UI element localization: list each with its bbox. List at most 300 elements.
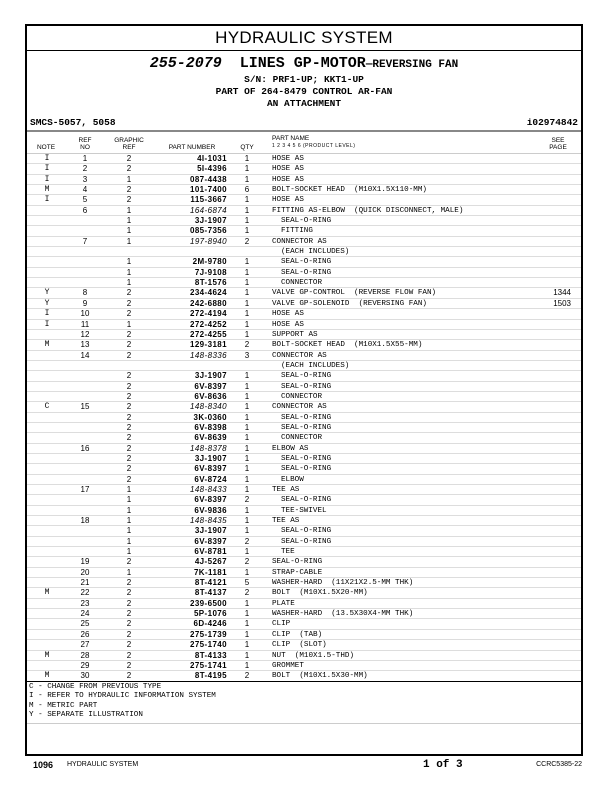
ref-no-cell: 22	[80, 588, 90, 598]
parts-table	[27, 153, 581, 681]
footer-section: HYDRAULIC SYSTEM	[67, 761, 139, 768]
part-name-cell: SEAL-O-RING	[281, 372, 332, 381]
table-row	[27, 660, 581, 670]
note-cell: Y	[44, 298, 50, 308]
ref-no-cell: 7	[82, 236, 88, 246]
table-row	[27, 432, 581, 442]
qty-cell: 3	[244, 350, 250, 360]
part-name-cell: ELBOW AS	[272, 444, 309, 453]
part-name-cell: HOSE AS	[272, 196, 304, 205]
part-number-cell: 234-4624	[189, 288, 227, 298]
table-row	[27, 329, 581, 339]
qty-cell: 1	[244, 257, 250, 267]
part-number-cell: 148-8336	[189, 350, 227, 360]
table-row	[27, 184, 581, 194]
part-number-cell: 148-8433	[189, 485, 227, 494]
qty-cell: 1	[244, 516, 250, 526]
graphic-ref-cell: 1	[126, 567, 132, 577]
group-header	[27, 51, 581, 110]
column-headers	[27, 132, 581, 153]
qty-cell: 5	[244, 578, 250, 588]
qty-cell: 1	[244, 288, 250, 298]
qty-cell: 1	[244, 474, 250, 484]
graphic-ref-cell: 2	[126, 443, 132, 453]
table-row	[27, 194, 581, 204]
part-name-cell: VALVE GP-CONTROL (REVERSE FLOW FAN)	[272, 289, 437, 298]
table-row	[27, 277, 581, 287]
part-number-cell: 275-1739	[189, 629, 227, 639]
part-name-cell: TEE-SWIVEL	[281, 506, 327, 515]
graphic-ref-cell: 1	[126, 278, 132, 288]
part-name-cell: HOSE AS	[272, 165, 304, 174]
ref-no-cell: 16	[80, 443, 90, 453]
part-name-cell: BOLT (M10X1.5X20-MM)	[272, 589, 368, 598]
qty-cell: 1	[244, 464, 250, 474]
part-name-cell: SEAL-O-RING	[281, 382, 332, 391]
note-cell: M	[44, 340, 50, 350]
graphic-ref-cell: 1	[126, 174, 132, 184]
graphic-ref-cell: 2	[126, 629, 132, 639]
graphic-ref-cell: 2	[126, 164, 132, 174]
table-row	[27, 339, 581, 349]
part-number-cell: 6V-8397	[194, 464, 227, 474]
part-name-cell: CONNECTOR AS	[272, 351, 327, 360]
qty-cell: 1	[244, 485, 250, 494]
qty-cell: 1	[244, 278, 250, 288]
table-row	[27, 505, 581, 515]
note-cell: M	[44, 671, 50, 681]
table-row	[27, 639, 581, 649]
graphic-ref-cell: 2	[126, 464, 132, 474]
part-name-cell: TEE	[281, 548, 295, 557]
part-number-cell: 164-6874	[189, 205, 227, 215]
part-number-cell: 6V-8639	[194, 433, 227, 443]
part-number-cell: 4I-1031	[197, 154, 227, 163]
note-cell: M	[44, 650, 50, 660]
qty-cell: 1	[244, 329, 250, 339]
part-number-cell: 8T-4137	[194, 588, 227, 598]
part-name-cell: SEAL-O-RING	[281, 454, 332, 463]
qty-cell: 1	[244, 164, 250, 174]
part-name-cell: SEAL-O-RING	[281, 537, 332, 546]
smcs-code: SMCS-5057, 5058	[30, 117, 116, 128]
graphic-ref-cell: 2	[126, 433, 132, 443]
qty-cell: 1	[244, 381, 250, 391]
part-name-cell: FITTING AS-ELBOW (QUICK DISCONNECT, MALE)	[272, 206, 464, 215]
table-row	[27, 401, 581, 411]
ref-no-cell: 24	[80, 609, 90, 619]
ref-no-cell: 19	[80, 557, 90, 567]
ref-no-cell: 17	[80, 485, 90, 494]
ref-no-cell: 28	[80, 650, 90, 660]
legend-item: Y - SEPARATE ILLUSTRATION	[29, 711, 143, 720]
table-row	[27, 484, 581, 494]
part-number-cell: 115-3667	[190, 195, 227, 205]
ref-no-cell: 30	[80, 671, 90, 681]
part-number-cell: 8T-1576	[194, 278, 227, 288]
part-number-cell: 272-4255	[189, 329, 227, 339]
table-row	[27, 587, 581, 597]
table-row	[27, 629, 581, 639]
graphic-ref-cell: 2	[126, 402, 132, 412]
graphic-ref-cell: 2	[126, 557, 132, 567]
qty-cell: 1	[244, 567, 250, 577]
part-name-cell: VALVE GP-SOLENOID (REVERSING FAN)	[272, 299, 427, 308]
graphic-ref-cell: 1	[126, 257, 132, 267]
part-number-cell: 272-4194	[189, 309, 227, 319]
table-row	[27, 494, 581, 504]
qty-cell: 2	[244, 495, 250, 505]
table-row	[27, 650, 581, 660]
graphic-ref-cell: 1	[126, 267, 132, 277]
table-row	[27, 412, 581, 422]
ref-no-cell: 11	[80, 319, 90, 329]
part-number-cell: 101-7400	[189, 185, 227, 195]
qty-cell: 1	[244, 216, 250, 226]
part-name-cell: TEE AS	[272, 486, 300, 494]
table-row	[27, 598, 581, 608]
part-number-cell: 2M-9780	[192, 257, 227, 267]
graphic-ref-cell: 1	[126, 547, 132, 557]
note-cell: I	[44, 164, 50, 174]
col-graphic-ref: GRAPHIC REF	[114, 137, 144, 151]
part-name-cell: STRAP-CABLE	[272, 568, 323, 577]
part-name-cell: CLIP (SLOT)	[272, 641, 327, 650]
part-number-cell: 275-1741	[189, 660, 227, 670]
table-row	[27, 525, 581, 535]
graphic-ref-cell: 2	[126, 329, 132, 339]
part-name-cell: CLIP	[272, 620, 291, 629]
ref-no-cell: 12	[80, 329, 90, 339]
table-row	[27, 163, 581, 173]
table-row	[27, 174, 581, 184]
part-number-cell: 3J-1907	[194, 216, 227, 226]
part-name-cell: SEAL-O-RING	[272, 558, 323, 567]
table-row	[27, 556, 581, 566]
system-title: HYDRAULIC SYSTEM	[27, 26, 581, 51]
part-number-cell: 197-8940	[189, 236, 227, 246]
ref-no-cell: 23	[80, 598, 90, 608]
graphic-ref-cell: 1	[126, 536, 132, 546]
table-row	[27, 205, 581, 215]
note-cell: M	[44, 588, 50, 598]
graphic-ref-cell: 2	[126, 154, 132, 163]
graphic-ref-cell: 2	[126, 391, 132, 401]
note-cell: M	[44, 185, 50, 195]
table-row	[27, 670, 581, 680]
legend-item: M - METRIC PART	[29, 701, 98, 710]
ref-no-cell: 20	[80, 567, 90, 577]
part-number-cell: 6V-8397	[194, 495, 227, 505]
group-title	[27, 55, 581, 74]
part-of: PART OF 264-8479 CONTROL AR-FAN	[215, 86, 393, 97]
part-name-cell: HOSE AS	[272, 155, 304, 163]
graphic-ref-cell: 2	[126, 598, 132, 608]
part-name-cell: CONNECTOR	[281, 434, 323, 443]
qty-cell: 2	[244, 671, 250, 681]
table-row	[27, 608, 581, 618]
table-row	[27, 567, 581, 577]
table-row	[27, 381, 581, 391]
notes-legend	[27, 681, 581, 724]
part-number-cell: 129-3181	[189, 340, 227, 350]
part-number-cell: 085-7356	[189, 226, 227, 236]
col-part-name: PART NAME 1 2 3 4 5 6 (PRODUCT LEVEL)	[272, 135, 356, 149]
qty-cell: 1	[244, 319, 250, 329]
note-cell: I	[44, 195, 50, 205]
part-name-cell: CONNECTOR	[281, 279, 323, 288]
graphic-ref-cell: 2	[126, 453, 132, 463]
page-number: 1096	[33, 760, 54, 770]
ref-no-cell: 8	[82, 288, 88, 298]
part-name-cell: CONNECTOR AS	[272, 237, 327, 246]
part-number-cell: 6V-8397	[194, 381, 227, 391]
table-row	[27, 256, 581, 266]
note-cell: C	[44, 402, 50, 412]
table-row	[27, 515, 581, 525]
graphic-ref-cell: 2	[126, 381, 132, 391]
table-row	[27, 350, 581, 360]
group-part-title: LINES GP-MOTOR	[239, 55, 366, 72]
ref-no-cell: 10	[80, 309, 90, 319]
table-row	[27, 370, 581, 380]
part-name-cell: HOSE AS	[272, 175, 304, 184]
page-of: 1 of 3	[423, 759, 463, 771]
graphic-ref-cell: 2	[126, 195, 132, 205]
qty-cell: 1	[244, 453, 250, 463]
part-name-cell: SUPPORT AS	[272, 330, 318, 339]
qty-cell: 1	[244, 609, 250, 619]
table-row	[27, 246, 581, 256]
part-number-cell: 4J-5267	[194, 557, 227, 567]
table-row	[27, 618, 581, 628]
graphic-ref-cell: 1	[126, 226, 132, 236]
qty-cell: 1	[244, 598, 250, 608]
part-number-cell: 3J-1907	[194, 453, 227, 463]
part-name-cell: CONNECTOR AS	[272, 403, 327, 412]
col-note: NOTE	[36, 144, 56, 151]
part-name-cell: GROMMET	[272, 661, 304, 670]
qty-cell: 2	[244, 236, 250, 246]
legend-item: I - REFER TO HYDRAULIC INFORMATION SYSTEM	[29, 692, 216, 701]
ref-no-cell: 6	[82, 205, 88, 215]
graphic-ref-cell: 2	[126, 288, 132, 298]
qty-cell: 1	[244, 547, 250, 557]
graphic-ref-cell: 2	[126, 412, 132, 422]
table-row	[27, 577, 581, 587]
part-number-cell: 8T-4195	[194, 671, 227, 681]
qty-cell: 1	[244, 267, 250, 277]
table-row	[27, 391, 581, 401]
part-number-cell: 6V-8781	[194, 547, 227, 557]
ref-no-cell: 3	[82, 174, 88, 184]
qty-cell: 1	[244, 309, 250, 319]
qty-cell: 1	[244, 154, 250, 163]
part-name-cell: SEAL-O-RING	[281, 496, 332, 505]
col-part-number: PART NUMBER	[168, 144, 216, 151]
graphic-ref-cell: 1	[126, 205, 132, 215]
ref-no-cell: 1	[82, 154, 88, 163]
table-row	[27, 474, 581, 484]
col-see-page: SEE PAGE	[549, 137, 567, 151]
part-number-cell: 7K-1181	[193, 567, 227, 577]
graphic-ref-cell: 2	[126, 340, 132, 350]
part-number-cell: 242-6880	[189, 298, 227, 308]
qty-cell: 1	[244, 433, 250, 443]
parts-page-frame	[25, 24, 583, 756]
smcs-row	[27, 116, 581, 132]
part-number-cell: 8T-4121	[194, 578, 227, 588]
graphic-ref-cell: 2	[126, 474, 132, 484]
graphic-ref-cell: 2	[126, 650, 132, 660]
graphic-ref-cell: 1	[126, 236, 132, 246]
qty-cell: 1	[244, 402, 250, 412]
qty-cell: 1	[244, 371, 250, 381]
part-name-cell: BOLT-SOCKET HEAD (M10X1.5X55-MM)	[272, 341, 423, 350]
part-number-cell: 5I-4396	[197, 164, 227, 174]
ref-no-cell: 2	[82, 164, 88, 174]
qty-cell: 1	[244, 526, 250, 536]
table-row	[27, 153, 581, 163]
part-number-cell: 275-1740	[189, 640, 227, 650]
part-number-cell: 6V-8397	[194, 536, 227, 546]
part-number-cell: 3K-0360	[193, 412, 227, 422]
part-name-cell: (EACH INCLUDES)	[281, 248, 350, 257]
table-row	[27, 443, 581, 453]
ref-no-cell: 4	[82, 185, 88, 195]
ref-no-cell: 25	[80, 619, 90, 629]
table-row	[27, 298, 581, 308]
group-part-number: 255-2079	[149, 55, 222, 72]
table-row	[27, 422, 581, 432]
graphic-ref-cell: 2	[126, 671, 132, 681]
part-name-cell: SEAL-O-RING	[281, 217, 332, 226]
ref-no-cell: 29	[80, 660, 90, 670]
qty-cell: 1	[244, 640, 250, 650]
part-name-cell: ELBOW	[281, 475, 304, 484]
part-number-cell: 5P-1076	[193, 609, 227, 619]
part-number-cell: 6V-8398	[194, 422, 227, 432]
qty-cell: 6	[244, 185, 250, 195]
ref-no-cell: 5	[82, 195, 88, 205]
legend-item: C - CHANGE FROM PREVIOUS TYPE	[29, 682, 162, 691]
qty-cell: 2	[244, 557, 250, 567]
part-number-cell: 148-8340	[189, 402, 227, 412]
table-row	[27, 360, 581, 370]
part-number-cell: 6V-9836	[194, 505, 227, 515]
part-name-cell: WASHER-HARD (13.5X30X4-MM THK)	[272, 610, 414, 619]
qty-cell: 1	[244, 412, 250, 422]
ref-no-cell: 21	[80, 578, 90, 588]
part-number-cell: 6V-8636	[194, 391, 227, 401]
table-row	[27, 267, 581, 277]
qty-cell: 2	[244, 536, 250, 546]
group-part-subtitle: —REVERSING FAN	[365, 59, 459, 71]
col-qty: QTY	[240, 144, 254, 151]
document-id: i02974842	[526, 117, 578, 128]
note-cell: Y	[44, 288, 50, 298]
col-ref-no: REF NO	[78, 137, 92, 151]
part-name-cell: NUT (M10X1.5-THD)	[272, 651, 355, 660]
graphic-ref-cell: 2	[126, 298, 132, 308]
graphic-ref-cell: 2	[126, 609, 132, 619]
graphic-ref-cell: 2	[126, 422, 132, 432]
part-number-cell: 3J-1907	[194, 526, 227, 536]
ref-no-cell: 15	[80, 402, 90, 412]
part-number-cell: 148-8378	[189, 443, 227, 453]
graphic-ref-cell: 2	[126, 350, 132, 360]
part-number-cell: 239-6500	[189, 598, 227, 608]
qty-cell: 1	[244, 298, 250, 308]
table-row	[27, 236, 581, 246]
page-footer	[33, 760, 582, 774]
table-row	[27, 287, 581, 297]
graphic-ref-cell: 1	[126, 216, 132, 226]
part-number-cell: 087-4438	[189, 174, 227, 184]
qty-cell: 2	[244, 340, 250, 350]
part-number-cell: 7J-9108	[194, 267, 227, 277]
attachment-note: AN ATTACHMENT	[266, 98, 342, 109]
graphic-ref-cell: 2	[126, 185, 132, 195]
part-name-cell: SEAL-O-RING	[281, 527, 332, 536]
part-number-cell: 6D-4246	[193, 619, 227, 629]
part-name-cell: SEAL-O-RING	[281, 258, 332, 267]
graphic-ref-cell: 1	[126, 516, 132, 526]
part-name-cell: FITTING	[281, 227, 313, 236]
graphic-ref-cell: 2	[126, 588, 132, 598]
table-row	[27, 546, 581, 556]
see-page-cell: 1503	[553, 298, 571, 308]
graphic-ref-cell: 2	[126, 309, 132, 319]
graphic-ref-cell: 1	[126, 485, 132, 494]
graphic-ref-cell: 1	[126, 495, 132, 505]
qty-cell: 1	[244, 205, 250, 215]
graphic-ref-cell: 2	[126, 640, 132, 650]
graphic-ref-cell: 2	[126, 371, 132, 381]
document-code: CCRC5385-22	[536, 761, 582, 768]
note-cell: I	[44, 319, 50, 329]
qty-cell: 1	[244, 391, 250, 401]
qty-cell: 1	[244, 629, 250, 639]
part-name-cell: BOLT-SOCKET HEAD (M10X1.5X110-MM)	[272, 186, 427, 195]
part-name-cell: CLIP (TAB)	[272, 630, 323, 639]
qty-cell: 1	[244, 443, 250, 453]
qty-cell: 1	[244, 195, 250, 205]
part-number-cell: 6V-8724	[194, 474, 227, 484]
ref-no-cell: 14	[80, 350, 90, 360]
table-row	[27, 319, 581, 329]
part-name-cell: WASHER-HARD (11X21X2.5-MM THK)	[272, 579, 414, 588]
part-name-cell: SEAL-O-RING	[281, 268, 332, 277]
qty-cell: 1	[244, 226, 250, 236]
part-number-cell: 148-8435	[189, 516, 227, 526]
serial-range: S/N: PRF1-UP; KKT1-UP	[244, 74, 364, 85]
table-row	[27, 453, 581, 463]
table-row	[27, 225, 581, 235]
graphic-ref-cell: 1	[126, 526, 132, 536]
graphic-ref-cell: 2	[126, 660, 132, 670]
part-name-cell: (EACH INCLUDES)	[281, 361, 350, 370]
qty-cell: 2	[244, 588, 250, 598]
product-level-scale: 1 2 3 4 5 6 (PRODUCT LEVEL)	[272, 143, 356, 149]
ref-no-cell: 27	[80, 640, 90, 650]
qty-cell: 1	[244, 422, 250, 432]
qty-cell: 1	[244, 505, 250, 515]
note-cell: I	[44, 154, 50, 163]
graphic-ref-cell: 2	[126, 578, 132, 588]
ref-no-cell: 9	[82, 298, 88, 308]
qty-cell: 1	[244, 660, 250, 670]
